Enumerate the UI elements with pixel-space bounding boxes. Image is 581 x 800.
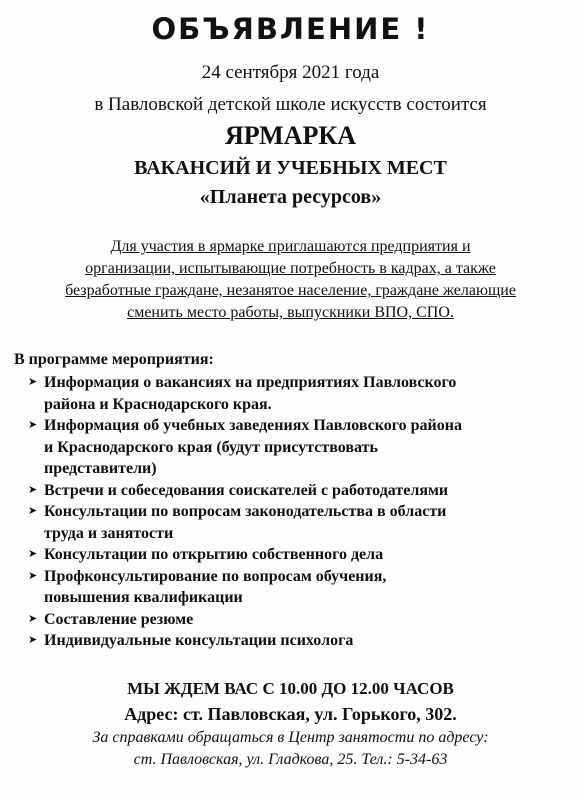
contact-info [0,727,581,771]
intro-line: сменить место работы, выпускники ВПО, СПО. [127,304,454,321]
intro-line: организации, испытывающие потребность в кадрах, а также [85,260,496,277]
page-title: ОБЪЯВЛЕНИЕ ! [151,12,430,46]
intro-line: безработные граждане, незанятое население, граждане желающие [65,282,516,299]
arrow-bullet-icon: ➤ [28,483,38,496]
list-item-text: Консультации по вопросам законодательства в области труда и занятости [44,503,447,542]
arrow-bullet-icon: ➤ [28,505,38,517]
program-list [28,372,568,652]
arrow-bullet-icon: ➤ [28,376,38,388]
fair-name: «Планета ресурсов» [199,186,382,208]
intro-paragraph [0,236,581,324]
event-address: Адрес: ст. Павловская, ул. Горького, 302. [124,704,457,724]
list-item [28,501,568,544]
list-item [28,566,568,609]
contact-line: За справками обращаться в Центр занятости по адресу: [92,729,489,746]
arrow-bullet-icon: ➤ [28,634,38,646]
list-item-text: Информация об учебных заведениях Павловского района и Краснодарского края (будут присутствовать представители) [44,417,462,477]
list-item [28,630,568,652]
arrow-bullet-icon: ➤ [28,548,38,560]
list-item [28,480,568,502]
event-date: 24 сентября 2021 года [201,62,380,83]
program-title: В программе мероприятия: [14,351,214,368]
list-item [28,609,568,631]
schedule-notice: МЫ ЖДЕМ ВАС С 10.00 ДО 12.00 ЧАСОВ [127,679,454,698]
venue-line: в Павловской детской школе искусств состоится [94,94,487,115]
list-item-text: Информация о вакансиях на предприятиях Павловского района и Краснодарского края. [44,374,457,413]
list-item [28,544,568,566]
arrow-bullet-icon: ➤ [28,612,38,625]
list-item-text: Встречи и собеседования соискателей с работодателями [44,481,449,499]
list-item [28,372,568,415]
list-item [28,415,568,480]
contact-line: ст. Павловская, ул. Гладкова, 25. Тел.: 5-34-63 [133,751,448,768]
list-item-text: Составление резюме [44,610,194,628]
arrow-bullet-icon: ➤ [28,569,38,582]
arrow-bullet-icon: ➤ [28,419,38,431]
list-item-text: Индивидуальные консультации психолога [44,632,354,649]
list-item-text: Профконсультирование по вопросам обучения, повышения квалификации [44,567,387,606]
list-item-text: Консультации по открытию собственного дела [44,546,384,563]
intro-line: Для участия в ярмарке приглашаются предприятия и [110,238,471,255]
fair-title: ЯРМАРКА [225,121,356,150]
fair-subtitle: ВАКАНСИЙ И УЧЕБНЫХ МЕСТ [134,157,447,179]
